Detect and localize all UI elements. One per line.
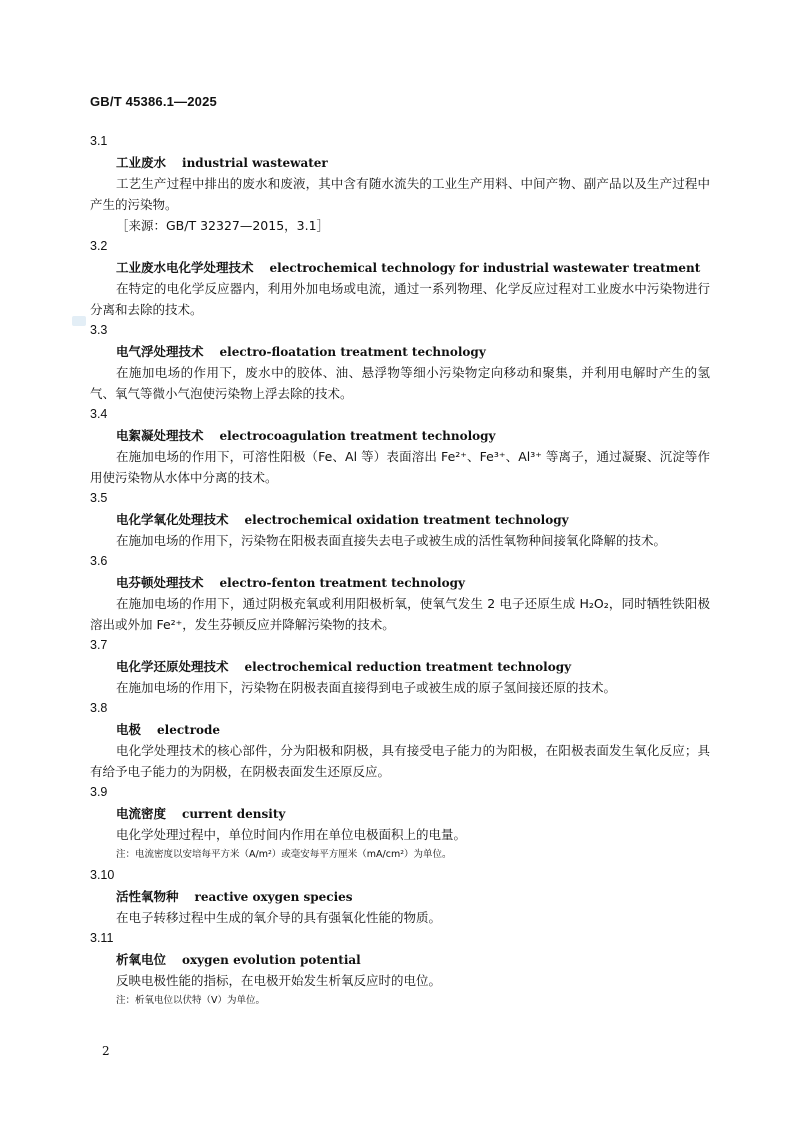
term-note: 注：析氧电位以伏特（V）为单位。 xyxy=(116,995,265,1006)
term-chinese: 电絮凝处理技术 xyxy=(116,428,204,443)
scan-artifact xyxy=(72,316,86,326)
term-entry xyxy=(90,551,710,635)
term-entry xyxy=(90,928,710,1011)
term-english: reactive oxygen species xyxy=(194,890,353,904)
term-chinese: 电气浮处理技术 xyxy=(116,344,204,359)
term-number: 3.3 xyxy=(90,323,108,337)
term-english: electrochemical reduction treatment technology xyxy=(244,660,572,674)
term-entry xyxy=(90,404,710,488)
term-definition: 在电子转移过程中生成的氧介导的具有强氧化性能的物质。 xyxy=(116,910,442,925)
term-heading xyxy=(90,257,710,278)
term-number: 3.10 xyxy=(90,868,115,882)
term-english: electro-fenton treatment technology xyxy=(219,576,465,590)
term-number: 3.7 xyxy=(90,638,108,652)
term-heading xyxy=(90,509,710,530)
term-definition: 在施加电场的作用下，废水中的胶体、油、悬浮物等细小污染物定向移动和聚集，并利用电解时产生的氢气、氧气等微小气泡使污染物上浮去除的技术。 xyxy=(90,365,710,401)
page-number: 2 xyxy=(102,1044,110,1058)
term-english: electrochemical technology for industrial wastewater treatment xyxy=(269,261,701,275)
term-english: electrocoagulation treatment technology xyxy=(219,429,496,443)
standard-code: GB/T 45386.1—2025 xyxy=(90,94,217,109)
term-definition: 在施加电场的作用下，污染物在阳极表面直接失去电子或被生成的活性氧物种间接氧化降解的技术。 xyxy=(116,533,667,548)
term-number: 3.1 xyxy=(90,134,108,148)
term-entry xyxy=(90,635,710,698)
term-definition: 在施加电场的作用下，可溶性阳极（Fe、Al 等）表面溶出 Fe²⁺、Fe³⁺、Al³⁺ 等离子，通过凝聚、沉淀等作用使污染物从水体中分离的技术。 xyxy=(90,449,710,485)
term-chinese: 电流密度 xyxy=(116,806,167,821)
term-number: 3.11 xyxy=(90,931,114,945)
term-entry xyxy=(90,236,710,320)
term-entry xyxy=(90,782,710,865)
term-heading xyxy=(90,152,710,173)
term-english: oxygen evolution potential xyxy=(182,953,361,967)
term-chinese: 电化学还原处理技术 xyxy=(116,659,229,674)
term-heading xyxy=(90,572,710,593)
term-definition: 电化学处理技术的核心部件，分为阳极和阴极，具有接受电子能力的为阳极，在阳极表面发生氧化反应；具有给予电子能力的为阴极，在阴极表面发生还原反应。 xyxy=(90,743,710,779)
term-heading xyxy=(90,719,710,740)
term-chinese: 活性氧物种 xyxy=(116,889,179,904)
term-chinese: 电化学氧化处理技术 xyxy=(116,512,229,527)
term-entry xyxy=(90,865,710,928)
term-heading xyxy=(90,886,710,907)
term-entry xyxy=(90,698,710,782)
term-number: 3.4 xyxy=(90,407,108,421)
term-heading xyxy=(90,656,710,677)
term-number: 3.8 xyxy=(90,701,108,715)
term-definition: 工艺生产过程中排出的废水和废液，其中含有随水流失的工业生产用料、中间产物、副产品以及生产过程中产生的污染物。 xyxy=(90,176,710,212)
term-chinese: 工业废水电化学处理技术 xyxy=(116,260,254,275)
term-english: current density xyxy=(182,807,286,821)
term-number: 3.2 xyxy=(90,239,108,253)
terms-list xyxy=(90,131,710,1011)
term-definition: 在施加电场的作用下，通过阴极充氧或利用阳极析氧，使氧气发生 2 电子还原生成 H₂O₂，同时牺牲铁阳极溶出或外加 Fe²⁺，发生芬顿反应并降解污染物的技术。 xyxy=(90,596,710,632)
term-english: electrochemical oxidation treatment technology xyxy=(244,513,569,527)
term-heading xyxy=(90,425,710,446)
term-entry xyxy=(90,131,710,236)
term-definition: 反映电极性能的指标，在电极开始发生析氧反应时的电位。 xyxy=(116,973,442,988)
term-chinese: 电芬顿处理技术 xyxy=(116,575,204,590)
term-entry xyxy=(90,488,710,551)
term-heading xyxy=(90,949,710,970)
term-chinese: 工业废水 xyxy=(116,155,167,170)
term-heading xyxy=(90,341,710,362)
term-definition: 在施加电场的作用下，污染物在阴极表面直接得到电子或被生成的原子氢间接还原的技术。 xyxy=(116,680,617,695)
term-english: electro-floatation treatment technology xyxy=(219,345,486,359)
term-number: 3.6 xyxy=(90,554,108,568)
term-chinese: 电极 xyxy=(116,722,142,737)
term-source: ［来源：GB/T 32327—2015，3.1］ xyxy=(116,218,330,233)
term-heading xyxy=(90,803,710,824)
term-number: 3.9 xyxy=(90,785,108,799)
term-english: electrode xyxy=(157,723,221,737)
term-note: 注：电流密度以安培每平方米（A/m²）或毫安每平方厘米（mA/cm²）为单位。 xyxy=(116,849,452,860)
term-english: industrial wastewater xyxy=(182,156,328,170)
term-definition: 在特定的电化学反应器内，利用外加电场或电流，通过一系列物理、化学反应过程对工业废水中污染物进行分离和去除的技术。 xyxy=(90,281,710,317)
term-entry xyxy=(90,320,710,404)
term-number: 3.5 xyxy=(90,491,108,505)
term-definition: 电化学处理过程中，单位时间内作用在单位电极面积上的电量。 xyxy=(116,827,467,842)
term-chinese: 析氧电位 xyxy=(116,952,167,967)
